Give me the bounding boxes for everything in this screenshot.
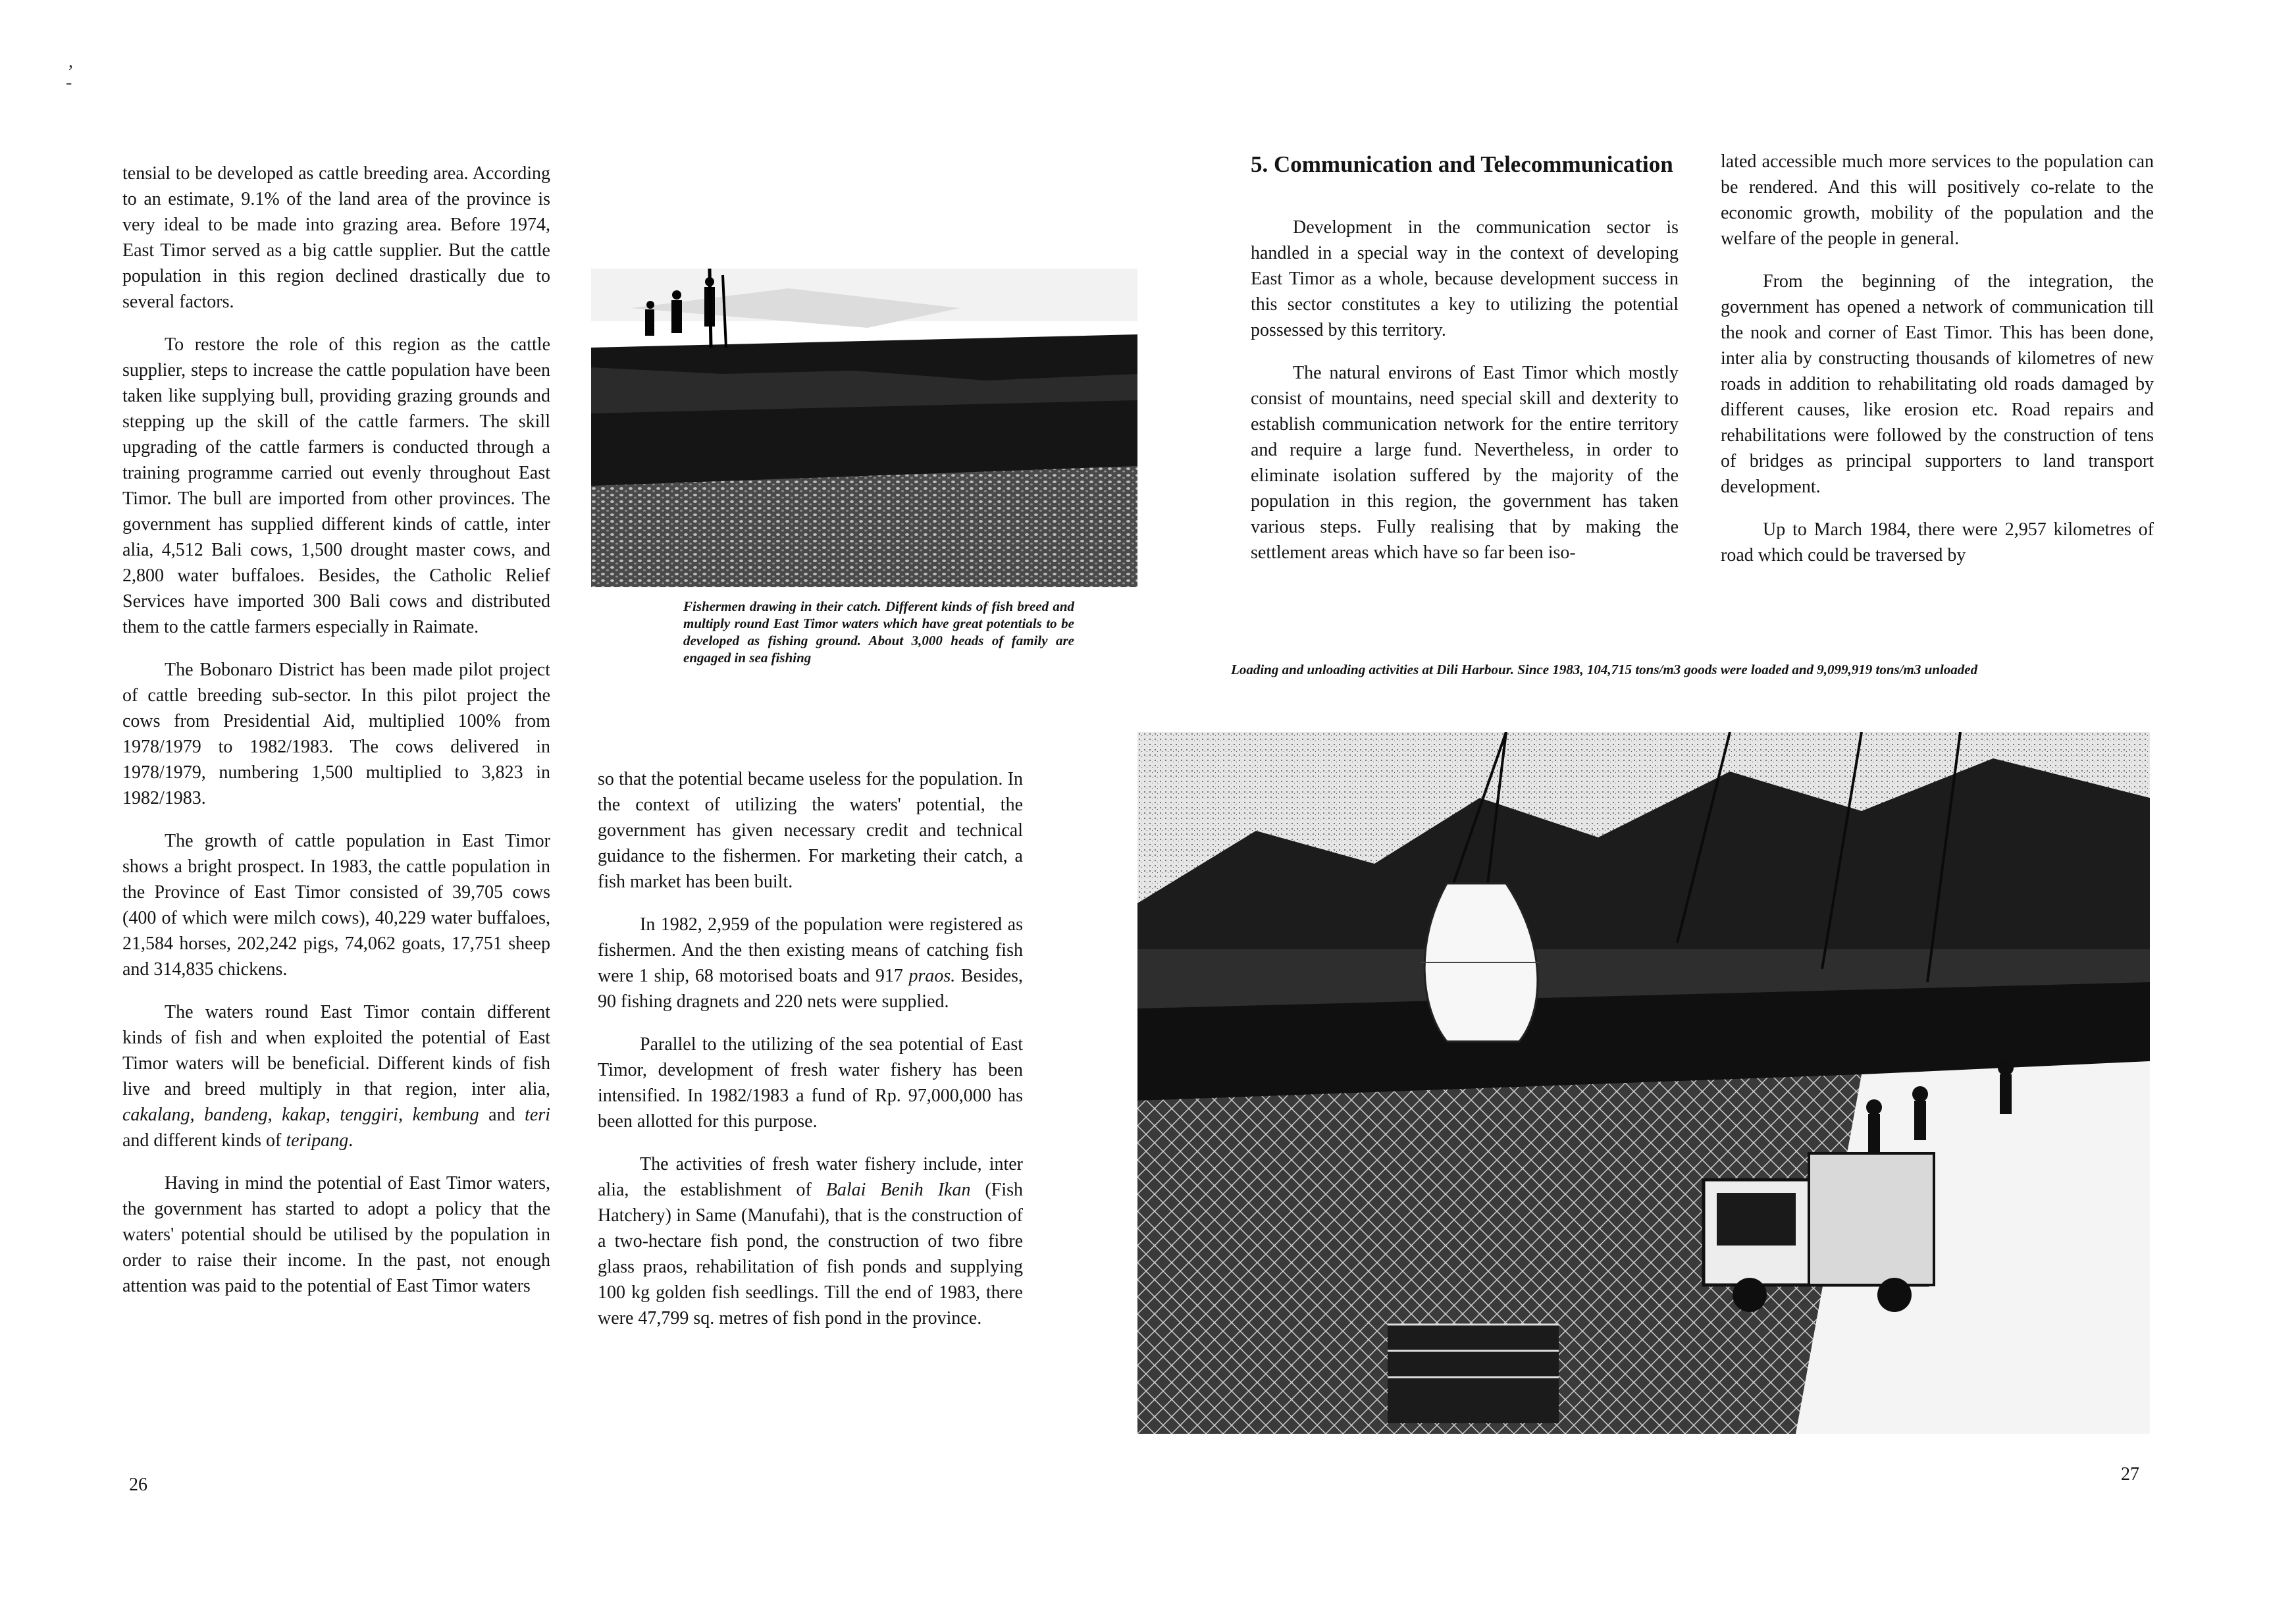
harbour-photo-caption: Loading and unloading activities at Dili Harbour. Since 1983, 104,715 tons/m3 goods were loaded and 9,099,919 tons/m3 unloaded	[1231, 662, 1978, 677]
paragraph: tensial to be developed as cattle breeding area. According to an estimate, 9.1% of the land area of the province is very ideal to be made into grazing area. Before 1974, East Timor served as a big cattle supplier. But the cattle population in this region declined drastically due to several factors.	[122, 163, 550, 312]
paragraph: Up to March 1984, there were 2,957 kilometres of road which could be traversed by	[1721, 519, 2154, 565]
page-number-left: 26	[129, 1475, 147, 1495]
paragraph: lated accessible much more services to the population can be rendered. And this will positively co-relate to the economic growth, mobility of the population and the welfare of the people in general.	[1721, 151, 2154, 249]
left-column-2	[598, 766, 1023, 1348]
left-column-1	[122, 161, 550, 1316]
praos-paragraph: In 1982, 2,959 of the population were registered as fishermen. And the then existing means of catching fish were 1 ship, 68 motorised boats and 917 praos. Besides, 90 fishing dragnets and 220 nets were supplied.	[598, 914, 1023, 1012]
page-number-right: 27	[2121, 1464, 2139, 1484]
paragraph: Development in the communication sector is handled in a special way in the context of developing East Timor as a whole, because development success in this sector constitutes a key to utilizing the potential possessed by this territory.	[1251, 217, 1679, 340]
paragraph: To restore the role of this region as the cattle supplier, steps to increase the cattle population have been taken like supplying bull, providing grazing grounds and stepping up the skill of the cattle farmers. The skill upgrading of the cattle farmers is conducted through a training programme carried out evenly throughout East Timor. The bull are imported from other provinces. The government has supplied different kinds of cattle, inter alia, 4,512 Bali cows, 1,500 drought master cows, and 2,800 water buffaloes. Besides, the Catholic Relief Services have imported 300 Bali cows and distributed them to the cattle farmers especially in Raimate.	[122, 334, 550, 637]
harbour-photo	[1137, 732, 2150, 1434]
right-column-1	[1251, 215, 1679, 583]
harbour-photo-image	[1137, 732, 2150, 1434]
section-heading: 5. Communication and Telecommunication	[1251, 151, 1673, 177]
paragraph: The natural environs of East Timor which mostly consist of mountains, need special skill and dexterity to establish communication network for the entire territory and require a large fund. Nevertheless, in order to eliminate isolation suffered by the majority of the population in this region, the government has taken various steps. Fully realising that by making the settlement areas which have so far been iso-	[1251, 363, 1679, 563]
paragraph: From the beginning of the integration, the government has opened a network of communication till the nook and corner of East Timor. This has been done, inter alia by constructing thousands of kilometres of new roads in addition to rehabilitating old roads damaged by different causes, like erosion etc. Road repairs and rehabilitations were followed by the construction of tens of bridges as principal supporters to land transport development.	[1721, 271, 2154, 497]
paragraph: The growth of cattle population in East Timor shows a bright prospect. In 1983, the cattle population in the Province of East Timor consisted of 39,705 cows (400 of which were milch cows), 40,229 water buffaloes, 21,584 horses, 202,242 pigs, 74,062 goats, 17,751 sheep and 314,835 chickens.	[122, 831, 550, 980]
fishermen-photo	[591, 269, 1137, 587]
paragraph: so that the potential became useless for the population. In the context of utilizing the waters' potential, the government has given necessary credit and technical guidance to the fishermen. For marketing their catch, a fish market has been built.	[598, 769, 1023, 892]
print-mark: ,	[68, 51, 73, 72]
paragraph: Having in mind the potential of East Timor waters, the government has started to adopt a policy that the waters' potential should be utilised by the population in order to raise their income. In the past, not enough attention was paid to the potential of East Timor waters	[122, 1173, 550, 1296]
fishermen-photo-image	[591, 269, 1137, 587]
print-mark: -	[66, 72, 72, 93]
right-column-2	[1721, 149, 2154, 585]
paragraph: The Bobonaro District has been made pilot project of cattle breeding sub-sector. In this pilot project the cows from Presidential Aid, multiplied 100% from 1978/1979 to 1982/1983. The cows delivered in 1978/1979, numbering 1,500 multiplied to 3,823 in 1982/1983.	[122, 660, 550, 808]
paragraph: Parallel to the utilizing of the sea potential of East Timor, development of fresh water fishery has been intensified. In 1982/1983 a fund of Rp. 97,000,000 has been allotted for this purpose.	[598, 1034, 1023, 1132]
fish-paragraph: The waters round East Timor contain different kinds of fish and when exploited the potential of East Timor waters will be beneficial. Different kinds of fish live and breed multiply in that region, inter alia, cakalang, bandeng, kakap, tenggiri, kembung and teri and different kinds of teripang.	[122, 1002, 550, 1151]
hatchery-paragraph: The activities of fresh water fishery include, inter alia, the establishment of Balai Benih Ikan (Fish Hatchery) in Same (Manufahi), that is the construction of a two-hectare fish pond, the construction of two fibre glass praos, rehabilitation of fish ponds and supplying 100 kg golden fish seedlings. Till the end of 1983, there were 47,799 sq. metres of fish pond in the province.	[598, 1154, 1024, 1328]
fishermen-photo-caption: Fishermen drawing in their catch. Different kinds of fish breed and multiply round East Timor waters which have great potentials to be developed as fishing ground. About 3,000 heads of family are engaged in sea fishing	[683, 598, 1074, 666]
